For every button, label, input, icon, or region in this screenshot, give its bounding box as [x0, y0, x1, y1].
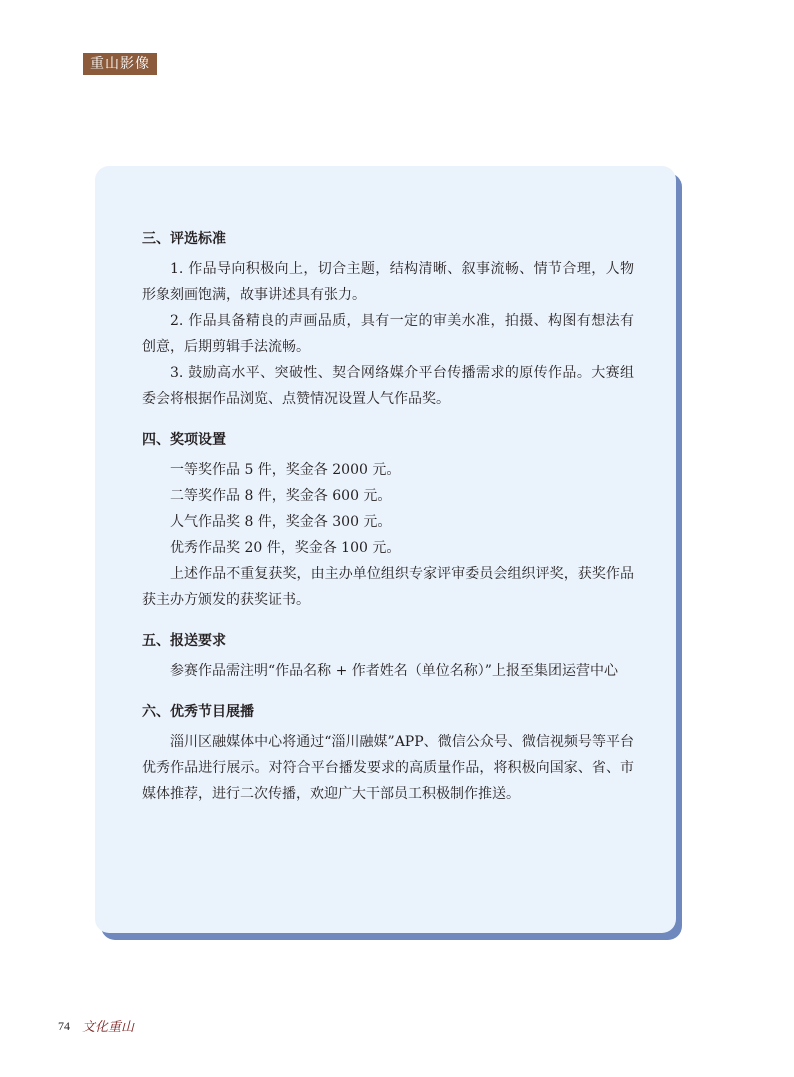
paragraph: 二等奖作品 8 件，奖金各 600 元。 [170, 488, 392, 504]
paragraph: 优秀作品奖 20 件，奖金各 100 元。 [170, 540, 401, 556]
publication-logo: 文化重山 [82, 1020, 135, 1035]
paragraph: 3. 鼓励高水平、突破性、契合网络媒介平台传播需求的原传作品。大赛组委会将根据作品浏览、点赞情况设置人气作品奖。 [142, 365, 634, 407]
paragraph: 一等奖作品 5 件，奖金各 2000 元。 [170, 462, 401, 478]
page-number: 74 [58, 1019, 70, 1033]
paragraph: 上述作品不重复获奖，由主办单位组织专家评审委员会组织评奖，获奖作品获主办方颁发的获奖证书。 [142, 566, 634, 608]
section-tag: 重山影像 [83, 53, 157, 75]
paragraph: 参赛作品需注明“作品名称 + 作者姓名（单位名称）”上报至集团运营中心 [170, 663, 618, 679]
section-heading: 五、报送要求 [142, 633, 226, 649]
paragraph: 1. 作品导向积极向上，切合主题，结构清晰、叙事流畅、情节合理，人物形象刻画饱满，故事讲述具有张力。 [142, 261, 634, 303]
paragraph: 淄川区融媒体中心将通过“淄川融媒”APP、微信公众号、微信视频号等平台优秀作品进行展示。对符合平台播发要求的高质量作品，将积极向国家、省、市媒体推荐，进行二次传播，欢迎广大干部员工积极制作推送。 [142, 734, 634, 802]
paragraph: 人气作品奖 8 件，奖金各 300 元。 [170, 514, 392, 530]
section-heading: 三、评选标准 [142, 231, 226, 247]
paragraph: 2. 作品具备精良的声画品质，具有一定的审美水准，拍摄、构图有想法有创意，后期剪辑手法流畅。 [142, 313, 634, 355]
article-body [142, 228, 634, 807]
section-heading: 六、优秀节目展播 [142, 704, 254, 720]
section-heading: 四、奖项设置 [142, 432, 226, 448]
